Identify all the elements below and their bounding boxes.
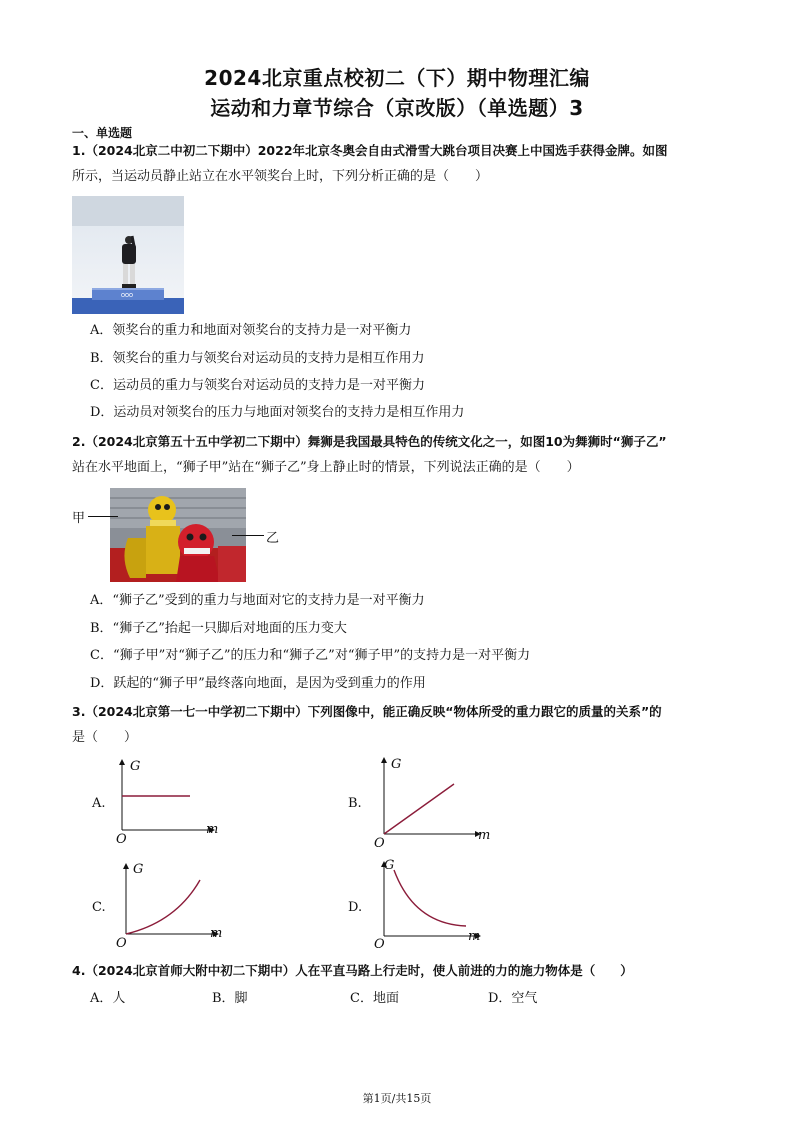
q4-option-a: A．人 bbox=[90, 991, 126, 1006]
graph-b-x-axis-label: m bbox=[478, 828, 491, 843]
question-2-stem-line2: 站在水平地面上，“狮子甲”站在“狮子乙”身上静止时的情景，下列说法正确的是（ ） bbox=[72, 460, 580, 475]
label-jia: 甲 bbox=[72, 511, 86, 526]
graph-a-origin-label: O bbox=[116, 832, 127, 847]
graph-a-y-axis-label: G bbox=[130, 759, 141, 774]
ski-athlete-photo bbox=[72, 196, 184, 314]
graph-c-x-axis-label: m bbox=[210, 926, 223, 941]
q4-option-b: B．脚 bbox=[212, 991, 248, 1006]
graph-b-label: B. bbox=[348, 796, 362, 811]
graph-c-y-axis-label: G bbox=[133, 862, 144, 877]
graph-d-y-axis-label: G bbox=[384, 858, 395, 873]
page-subtitle: 运动和力章节综合（京改版）（单选题）3 bbox=[210, 96, 584, 120]
q1-option-a: A．领奖台的重力和地面对领奖台的支持力是一对平衡力 bbox=[90, 323, 412, 338]
label-yi-leader-line bbox=[232, 535, 264, 536]
question-3-stem-line1: 3.（2024北京第一七一中学初二下期中）下列图像中，能正确反映“物体所受的重力跟它的质量的关系”的 bbox=[72, 704, 662, 719]
question-4-stem: 4.（2024北京首师大附中初二下期中）人在平直马路上行走时，使人前进的力的施力物体是（ ） bbox=[72, 963, 633, 978]
q2-option-c: C．“狮子甲”对“狮子乙”的压力和“狮子乙”对“狮子甲”的支持力是一对平衡力 bbox=[90, 648, 531, 663]
graph-b-y-axis-label: G bbox=[391, 757, 402, 772]
page-footer: 第1页/共15页 bbox=[362, 1092, 432, 1105]
q2-option-a: A．“狮子乙”受到的重力与地面对它的支持力是一对平衡力 bbox=[90, 593, 425, 608]
q2-option-b: B．“狮子乙”抬起一只脚后对地面的压力变大 bbox=[90, 621, 347, 636]
graph-c-label: C. bbox=[92, 900, 106, 915]
q1-option-b: B．领奖台的重力与领奖台对运动员的支持力是相互作用力 bbox=[90, 351, 425, 366]
lion-dance-photo bbox=[110, 488, 246, 582]
question-2-stem-line1: 2.（2024北京第五十五中学初二下期中）舞狮是我国最具特色的传统文化之一，如图10为舞狮时“狮子乙” bbox=[72, 434, 667, 449]
question-1-stem-line1: 1.（2024北京二中初二下期中）2022年北京冬奥会自由式滑雪大跳台项目决赛上中国选手获得金牌。如图 bbox=[72, 143, 668, 158]
graph-d-origin-label: O bbox=[374, 937, 385, 952]
question-3-stem-line2: 是（ ） bbox=[72, 730, 138, 745]
section-heading: 一、单选题 bbox=[72, 126, 133, 140]
q4-option-d: D．空气 bbox=[488, 991, 538, 1006]
graph-d-x-axis-label: m bbox=[468, 929, 481, 944]
q4-option-c: C．地面 bbox=[350, 991, 399, 1006]
graph-a-label: A. bbox=[92, 796, 106, 811]
label-jia-leader-line bbox=[88, 516, 118, 517]
q1-option-d: D．运动员对领奖台的压力与地面对领奖台的支持力是相互作用力 bbox=[90, 405, 465, 420]
label-yi: 乙 bbox=[266, 531, 280, 546]
graph-c-origin-label: O bbox=[116, 936, 127, 951]
q2-option-d: D．跃起的“狮子甲”最终落向地面，是因为受到重力的作用 bbox=[90, 676, 426, 691]
graph-d-label: D. bbox=[348, 900, 363, 915]
page-title: 2024北京重点校初二（下）期中物理汇编 bbox=[204, 66, 590, 90]
question-1-stem-line2: 所示，当运动员静止站立在水平领奖台上时，下列分析正确的是（ ） bbox=[72, 169, 489, 184]
graph-b-origin-label: O bbox=[374, 836, 385, 851]
graph-a-x-axis-label: m bbox=[206, 822, 219, 837]
q1-option-c: C．运动员的重力与领奖台对运动员的支持力是一对平衡力 bbox=[90, 378, 425, 393]
